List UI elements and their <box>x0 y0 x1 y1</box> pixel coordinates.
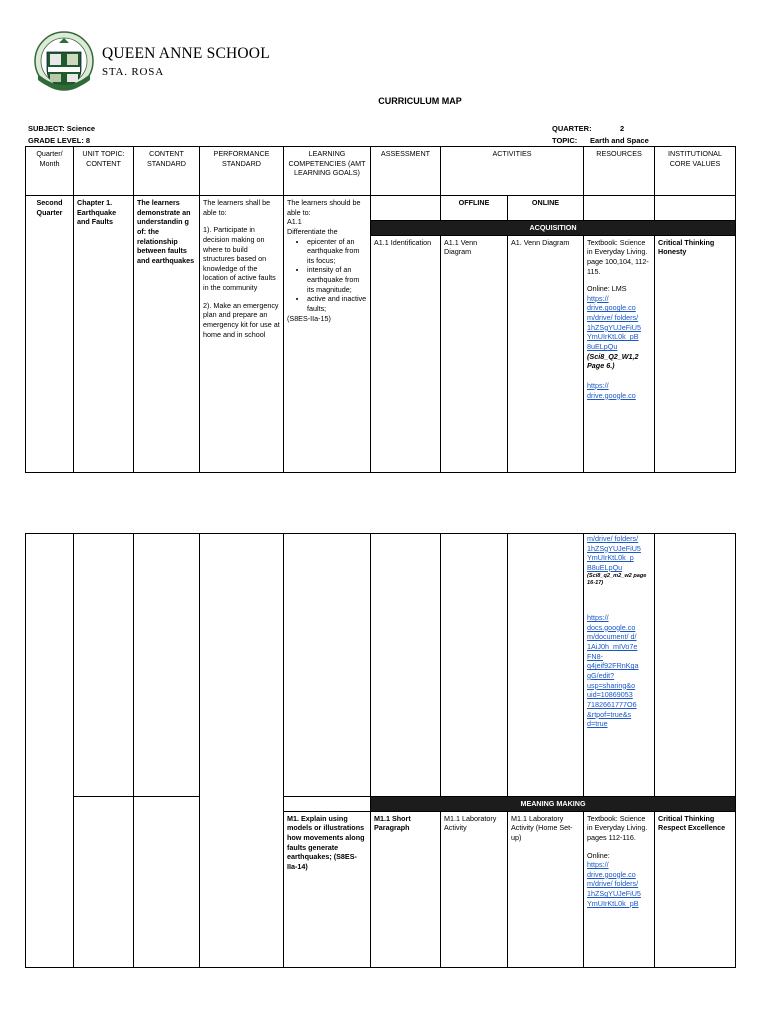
header-resources: RESOURCES <box>584 147 655 196</box>
res-note: (Sci8_q2_m2_w2 page 16-17) <box>587 572 647 586</box>
cell-online-activity: A1. Venn Diagram <box>508 235 584 472</box>
cell-core-values-m1: Critical Thinking Respect Excellence <box>655 811 736 967</box>
school-name: QUEEN ANNE SCHOOL <box>102 45 270 62</box>
cell-blank <box>134 534 200 797</box>
resource-link[interactable]: https:// drive.google.co <box>587 380 636 400</box>
curriculum-table-page1 <box>25 146 736 473</box>
cell-assessment: A1.1 Identification <box>371 235 441 472</box>
cell-online-activity-m1: M1.1 Laboratory Activity (Home Set-up) <box>508 811 584 967</box>
subject-label: SUBJECT: Science <box>28 124 96 133</box>
cell-performance-standard <box>200 196 284 473</box>
header-quarter: Quarter/ Month <box>26 147 74 196</box>
cell-blank <box>584 196 655 221</box>
grade-level-label: GRADE LEVEL: 8 <box>28 136 91 145</box>
res-online-label: Online: LMS <box>587 284 627 294</box>
header-assessment: ASSESSMENT <box>371 147 441 196</box>
header-performance-standard: PERFORMANCE STANDARD <box>200 147 284 196</box>
comp-bullet: • intensity of an earthquake from its magnitude; <box>307 265 367 294</box>
res-online-label: Online: <box>587 850 610 860</box>
school-campus: STA. ROSA <box>102 66 164 78</box>
topic-label: TOPIC: <box>552 136 578 145</box>
cell-blank <box>655 534 736 797</box>
cell-resources <box>584 534 655 797</box>
resource-link[interactable]: m/drive/ folders/ 1hZSgYUJeFiU5 YmUIrKtL0k_p B8uELpQu <box>587 534 641 572</box>
resource-link[interactable]: https:// drive.google.co m/drive/ folders/ 1hZSgYUJeFiU5 YmUIrKtL0k_pB 8uELpQu <box>587 293 641 352</box>
subheader-online: ONLINE <box>508 196 584 221</box>
cell-resources-m1 <box>584 811 655 967</box>
band-acquisition: ACQUISITION <box>371 221 736 236</box>
cell-blank <box>655 196 736 221</box>
quarter-value: 2 <box>620 124 625 133</box>
perf-intro: The learners shall be able to: <box>203 198 271 217</box>
cell-blank <box>371 196 441 221</box>
cell-blank <box>441 534 508 797</box>
cell-offline-activity-m1: M1.1 Laboratory Activity <box>441 811 508 967</box>
document-title: CURRICULUM MAP <box>378 96 462 106</box>
topic-value: Earth and Space <box>590 136 649 145</box>
header-unit-topic: UNIT TOPIC: CONTENT <box>74 147 134 196</box>
cell-learning-competency-m1: M1. Explain using models or illustrations how movements along faults generate earthquakes; (S8ES-IIa-14) <box>284 811 371 967</box>
comp-intro: The learners should be able to: <box>287 198 361 217</box>
res-textbook: Textbook: Science in Everyday Living. page 100,104, 112-115. <box>587 237 649 276</box>
res-note: (Sci8_Q2_W1,2 Page 6.) <box>587 351 639 371</box>
comp-bullet-list <box>287 237 367 314</box>
cell-blank <box>200 534 284 968</box>
cell-blank <box>284 534 371 797</box>
school-crest-logo <box>33 30 95 96</box>
cell-blank <box>134 797 200 968</box>
cell-blank <box>508 534 584 797</box>
comp-lead: Differentiate the <box>287 226 338 236</box>
cell-blank <box>26 534 74 968</box>
cell-resources <box>584 235 655 472</box>
cell-blank <box>371 534 441 797</box>
cell-blank <box>74 534 134 797</box>
cell-assessment-m1: M1.1 Short Paragraph <box>371 811 441 967</box>
header-learning-competencies: LEARNING COMPETENCIES (AMT LEARNING GOALS) <box>284 147 371 196</box>
band-meaning-making: MEANING MAKING <box>371 797 736 812</box>
resource-link[interactable]: https:// docs.google.co m/document/ d/ 1AiJ0h_mIVo7e FN8- q4jeif92FRnKga gG/edit? usp=sharing&o uid=10869053 7182661777O6 &rtpof=true&s d=true <box>587 613 639 729</box>
resource-link[interactable]: https:// drive.google.co m/drive/ folders/ 1hZSgYUJeFiU5 YmUIrKtL0k_pB <box>587 860 641 908</box>
cell-unit-topic: Chapter 1. Earthquake and Faults <box>74 196 134 473</box>
comp-bullet: • epicenter of an earthquake from its focus; <box>307 237 367 266</box>
subheader-offline: OFFLINE <box>441 196 508 221</box>
perf-item-1: 1). Participate in decision making on where to build structures based on knowledge of the location of active faults in the community <box>203 225 276 293</box>
res-textbook: Textbook: Science in Everyday Living. pages 112-116. <box>587 813 648 842</box>
header-core-values: INSTITUTIONAL CORE VALUES <box>655 147 736 196</box>
cell-offline-activity: A1.1 Venn Diagram <box>441 235 508 472</box>
comp-code: A1.1 <box>287 217 302 227</box>
curriculum-table-page2 <box>25 533 736 968</box>
cell-core-values: Critical Thinking Honesty <box>655 235 736 472</box>
quarter-label: QUARTER: <box>552 124 592 133</box>
cell-content-standard: The learners demonstrate an understandin g of: the relationship between faults and earthquakes <box>134 196 200 473</box>
cell-blank <box>284 797 371 812</box>
perf-item-2: 2). Make an emergency plan and prepare an emergency kit for use at home and in school <box>203 300 280 339</box>
header-content-standard: CONTENT STANDARD <box>134 147 200 196</box>
cell-quarter: Second Quarter <box>26 196 74 473</box>
cell-blank <box>74 797 134 968</box>
header-activities: ACTIVITIES <box>441 147 584 196</box>
comp-ref: (S8ES-IIa-15) <box>287 313 331 323</box>
cell-learning-competencies <box>284 196 371 473</box>
comp-bullet: • active and inactive faults; <box>307 294 367 313</box>
